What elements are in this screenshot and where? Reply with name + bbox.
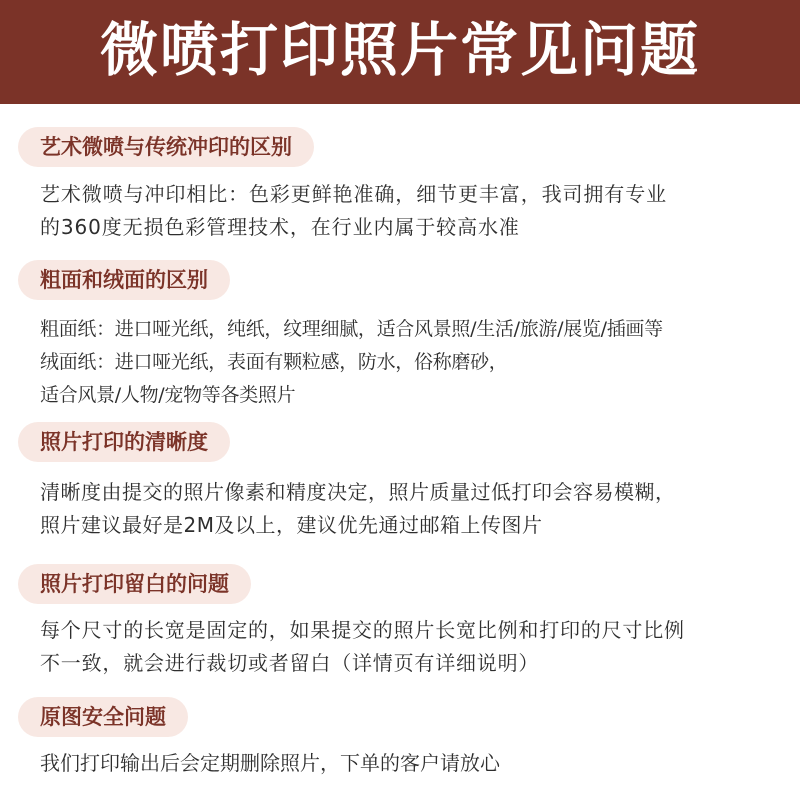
section-title: 艺术微喷与传统冲印的区别: [18, 127, 314, 167]
section-body: [40, 313, 785, 412]
body-line: 不一致，就会进行裁切或者留白（详情页有详细说明）: [40, 651, 540, 675]
section-body: [40, 476, 785, 542]
section-title: 照片打印的清晰度: [18, 422, 230, 462]
section-body: [40, 747, 785, 780]
section-title: 原图安全问题: [18, 697, 188, 737]
body-line: 绒面纸：进口哑光纸，表面有颗粒感，防水，俗称磨砂，: [40, 351, 508, 373]
body-line: 粗面纸：进口哑光纸，纯纸，纹理细腻，适合风景照/生活/旅游/展览/插画等: [40, 318, 663, 340]
body-line: 艺术微喷与冲印相比：色彩更鲜艳准确，细节更丰富，我司拥有专业: [40, 182, 667, 206]
body-line: 我们打印输出后会定期删除照片，下单的客户请放心: [40, 751, 500, 775]
body-line: 每个尺寸的长宽是固定的，如果提交的照片长宽比例和打印的尺寸比例: [40, 618, 685, 642]
body-line: 适合风景/人物/宠物等各类照片: [40, 384, 296, 406]
page-title: 微喷打印照片常见问题: [99, 16, 700, 84]
body-line: 的360度无损色彩管理技术，在行业内属于较高水准: [40, 215, 520, 239]
body-line: 清晰度由提交的照片像素和精度决定，照片质量过低打印会容易模糊，: [40, 480, 676, 504]
section-title: 照片打印留白的问题: [18, 564, 251, 604]
section-title: 粗面和绒面的区别: [18, 260, 230, 300]
section-body: [40, 614, 785, 680]
body-line: 照片建议最好是2M及以上，建议优先通过邮箱上传图片: [40, 513, 543, 537]
header-banner: [0, 0, 800, 104]
section-body: [40, 178, 785, 244]
